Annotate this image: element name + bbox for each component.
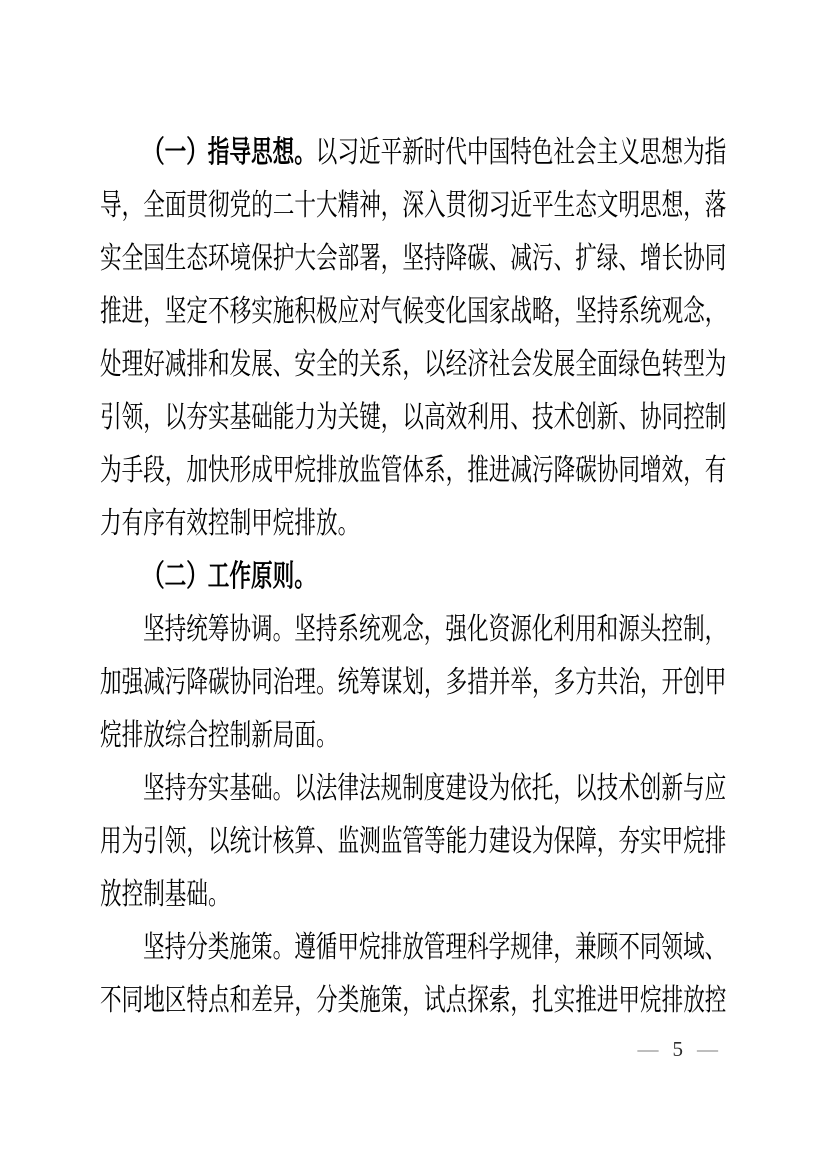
text-line	[100, 974, 727, 1027]
line-text: 实全国生态环境保护大会部署，坚持降碳、减污、扩绿、增长协同	[100, 242, 727, 275]
page-number-value: 5	[672, 1037, 683, 1061]
text-line	[100, 444, 727, 497]
text-line	[100, 921, 727, 974]
text-line	[100, 497, 727, 550]
page-number-dash-left: —	[637, 1037, 659, 1061]
line-text: 推进，坚定不移实施积极应对气候变化国家战略，坚持系统观念，	[100, 295, 727, 328]
section-heading: （二）工作原则。	[143, 560, 316, 593]
text-line	[100, 762, 727, 815]
document-body	[100, 126, 727, 1027]
page-number	[638, 1038, 719, 1060]
text-line	[100, 656, 727, 709]
line-text: 为手段，加快形成甲烷排放监管体系，推进减污降碳协同增效，有	[100, 454, 727, 487]
line-text: 处理好减排和发展、安全的关系，以经济社会发展全面绿色转型为	[100, 348, 727, 381]
text-line	[100, 550, 727, 603]
text-line	[100, 232, 727, 285]
line-text: 引领，以夯实基础能力为关键，以高效利用、技术创新、协同控制	[100, 401, 727, 434]
line-text: 以习近平新时代中国特色社会主义思想为指	[315, 136, 727, 169]
page-number-dash-right: —	[697, 1037, 718, 1061]
line-text: 用为引领，以统计核算、监测监管等能力建设为保障，夯实甲烷排	[100, 825, 727, 858]
text-line	[100, 391, 727, 444]
text-line	[100, 603, 727, 656]
line-text: 导，全面贯彻党的二十大精神，深入贯彻习近平生态文明思想，落	[100, 189, 727, 222]
text-line	[100, 126, 727, 179]
text-line	[100, 338, 727, 391]
text-line	[100, 709, 727, 762]
line-text: 放控制基础。	[100, 878, 230, 911]
line-text: 加强减污降碳协同治理。统筹谋划，多措并举，多方共治，开创甲	[100, 666, 727, 699]
line-text: 坚持夯实基础。以法律法规制度建设为依托，以技术创新与应	[143, 772, 727, 805]
line-text: 力有序有效控制甲烷排放。	[100, 507, 360, 540]
text-line	[100, 285, 727, 338]
section-heading: （一）指导思想。	[143, 136, 316, 169]
line-text: 坚持分类施策。遵循甲烷排放管理科学规律，兼顾不同领域、	[143, 931, 727, 964]
text-line	[100, 815, 727, 868]
line-text: 不同地区特点和差异，分类施策，试点探索，扎实推进甲烷排放控	[100, 984, 727, 1017]
text-line	[100, 179, 727, 232]
line-text: 坚持统筹协调。坚持系统观念，强化资源化利用和源头控制，	[143, 613, 727, 646]
text-line	[100, 868, 727, 921]
line-text: 烷排放综合控制新局面。	[100, 719, 338, 752]
